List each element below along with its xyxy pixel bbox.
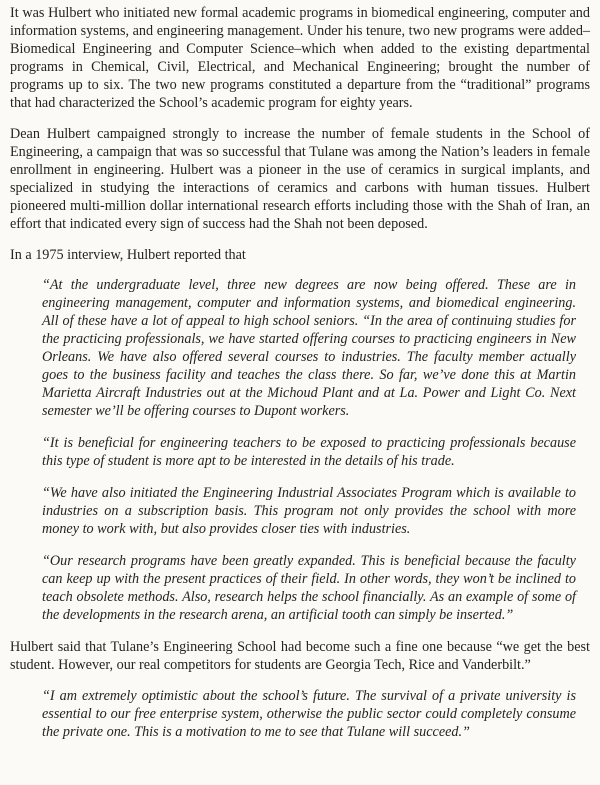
quote-school-future: “I am extremely optimistic about the school’s future. The survival of a private university is essential to our free enterprise system, otherwise the public sector could completely consume the private one. This is a motivation to me to see that Tulane will succeed.” <box>42 688 576 740</box>
quote-industrial-associates: “We have also initiated the Engineering Industrial Associates Program which is available to industries on a subscription basis. This program not only provides the school with more money to work with, but also provides closer ties with industries. <box>42 485 576 537</box>
quote-engineering-teachers: “It is beneficial for engineering teachers to be exposed to practicing professionals because this type of student is more apt to be interested in the details of his trade. <box>42 435 576 469</box>
paragraph-interview-intro: In a 1975 interview, Hulbert reported that <box>10 247 246 263</box>
paragraph-academic-programs: It was Hulbert who initiated new formal academic programs in biomedical engineering, computer and information systems, and engineering management. Under his tenure, two new programs were added–Biomedical Engineering and Computer Science–which when added to the existing departmental programs in Chemical, Civil, Electrical, and Mechanical Engineering; brought the number of programs up to six. The two new programs constituted a departure from the “traditional” programs that had characterized the School’s academic program for eighty years. <box>10 5 590 111</box>
paragraph-competitors: Hulbert said that Tulane’s Engineering School had become such a fine one because “we get the best student. However, our real competitors for students are Georgia Tech, Rice and Vanderbilt.” <box>10 639 590 673</box>
quote-undergraduate-degrees: “At the undergraduate level, three new degrees are now being offered. These are in engineering management, computer and information systems, and biomedical engineering. All of these have a lot of appeal to high school seniors. “In the area of continuing studies for the practicing professionals, we have started offering courses to practicing engineers in New Orleans. We have also offered several courses to industries. The faculty member actually goes to the business facility and teaches the class there. So far, we’ve done this at Martin Marietta Aircraft Industries out at the Michoud Plant and at La. Power and Light Co. Next semester we’ll be offering courses to Dupont workers. <box>42 277 576 419</box>
paragraph-female-enrollment: Dean Hulbert campaigned strongly to increase the number of female students in the School of Engineering, a campaign that was so successful that Tulane was among the Nation’s leaders in female enrollment in engineering. Hulbert was a pioneer in the use of ceramics in surgical implants, and specialized in studying the interactions of ceramics and carbons with human tissues. Hulbert pioneered multi-million dollar international research efforts including those with the Shah of Iran, an effort that indicated every sign of success had the Shah not been deposed. <box>10 126 590 232</box>
quote-research-programs: “Our research programs have been greatly expanded. This is beneficial because the faculty can keep up with the present practices of their field. In other words, they won’t be inclined to teach obsolete methods. Also, research helps the school financially. As an example of some of the developments in the research arena, an artificial tooth can simply be inserted.” <box>42 553 576 623</box>
